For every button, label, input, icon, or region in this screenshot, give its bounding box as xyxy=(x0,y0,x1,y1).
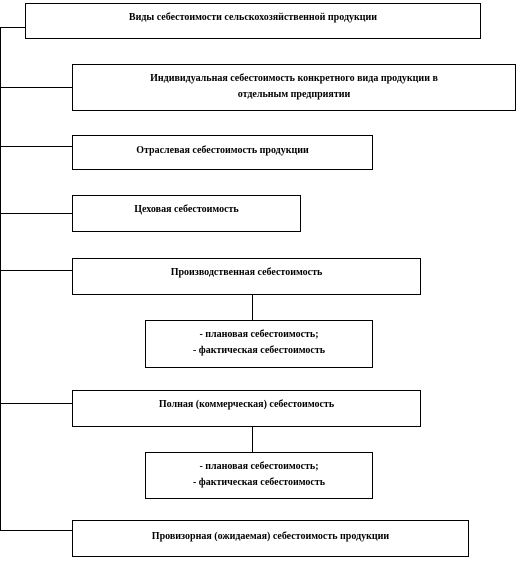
category-connector-5 xyxy=(0,403,72,404)
category-box-full xyxy=(72,390,421,427)
category-box-provisional xyxy=(72,520,469,557)
category-connector-3 xyxy=(0,213,72,214)
sub-connector-full xyxy=(252,427,253,452)
root-connector xyxy=(0,27,25,28)
sub-full-line-2: - фактическая себестоимость xyxy=(192,477,326,488)
category-individual-label-line-1: Индивидуальная себестоимость конкретного вида продукции в xyxy=(150,73,438,84)
category-box-industry xyxy=(72,135,373,170)
category-provisional-label: Провизорная (ожидаемая) себестоимость продукции xyxy=(151,531,390,542)
sub-production-line-1: - плановая себестоимость; xyxy=(199,329,319,340)
sub-connector-production xyxy=(252,295,253,320)
root-box xyxy=(25,3,481,39)
category-industry-label: Отраслевая себестоимость продукции xyxy=(136,145,309,156)
category-box-individual xyxy=(72,64,516,111)
main-vertical-connector xyxy=(0,27,1,530)
category-production-label: Производственная себестоимость xyxy=(170,267,323,278)
category-individual-label-line-2: отдельным предприятии xyxy=(237,89,351,100)
sub-full-line-1: - плановая себестоимость; xyxy=(199,461,319,472)
category-connector-1 xyxy=(0,87,72,88)
category-full-label: Полная (коммерческая) себестоимость xyxy=(158,399,335,410)
root-label: Виды себестоимости сельскохозяйственной продукции xyxy=(128,12,378,23)
category-box-production xyxy=(72,258,421,295)
category-connector-2 xyxy=(0,146,72,147)
category-workshop-label: Цеховая себестоимость xyxy=(134,204,239,215)
category-box-workshop xyxy=(72,195,301,232)
category-connector-4 xyxy=(0,270,72,271)
sub-box-production xyxy=(145,320,373,368)
category-connector-6 xyxy=(0,530,72,531)
sub-production-line-2: - фактическая себестоимость xyxy=(192,345,326,356)
sub-box-full xyxy=(145,452,373,499)
